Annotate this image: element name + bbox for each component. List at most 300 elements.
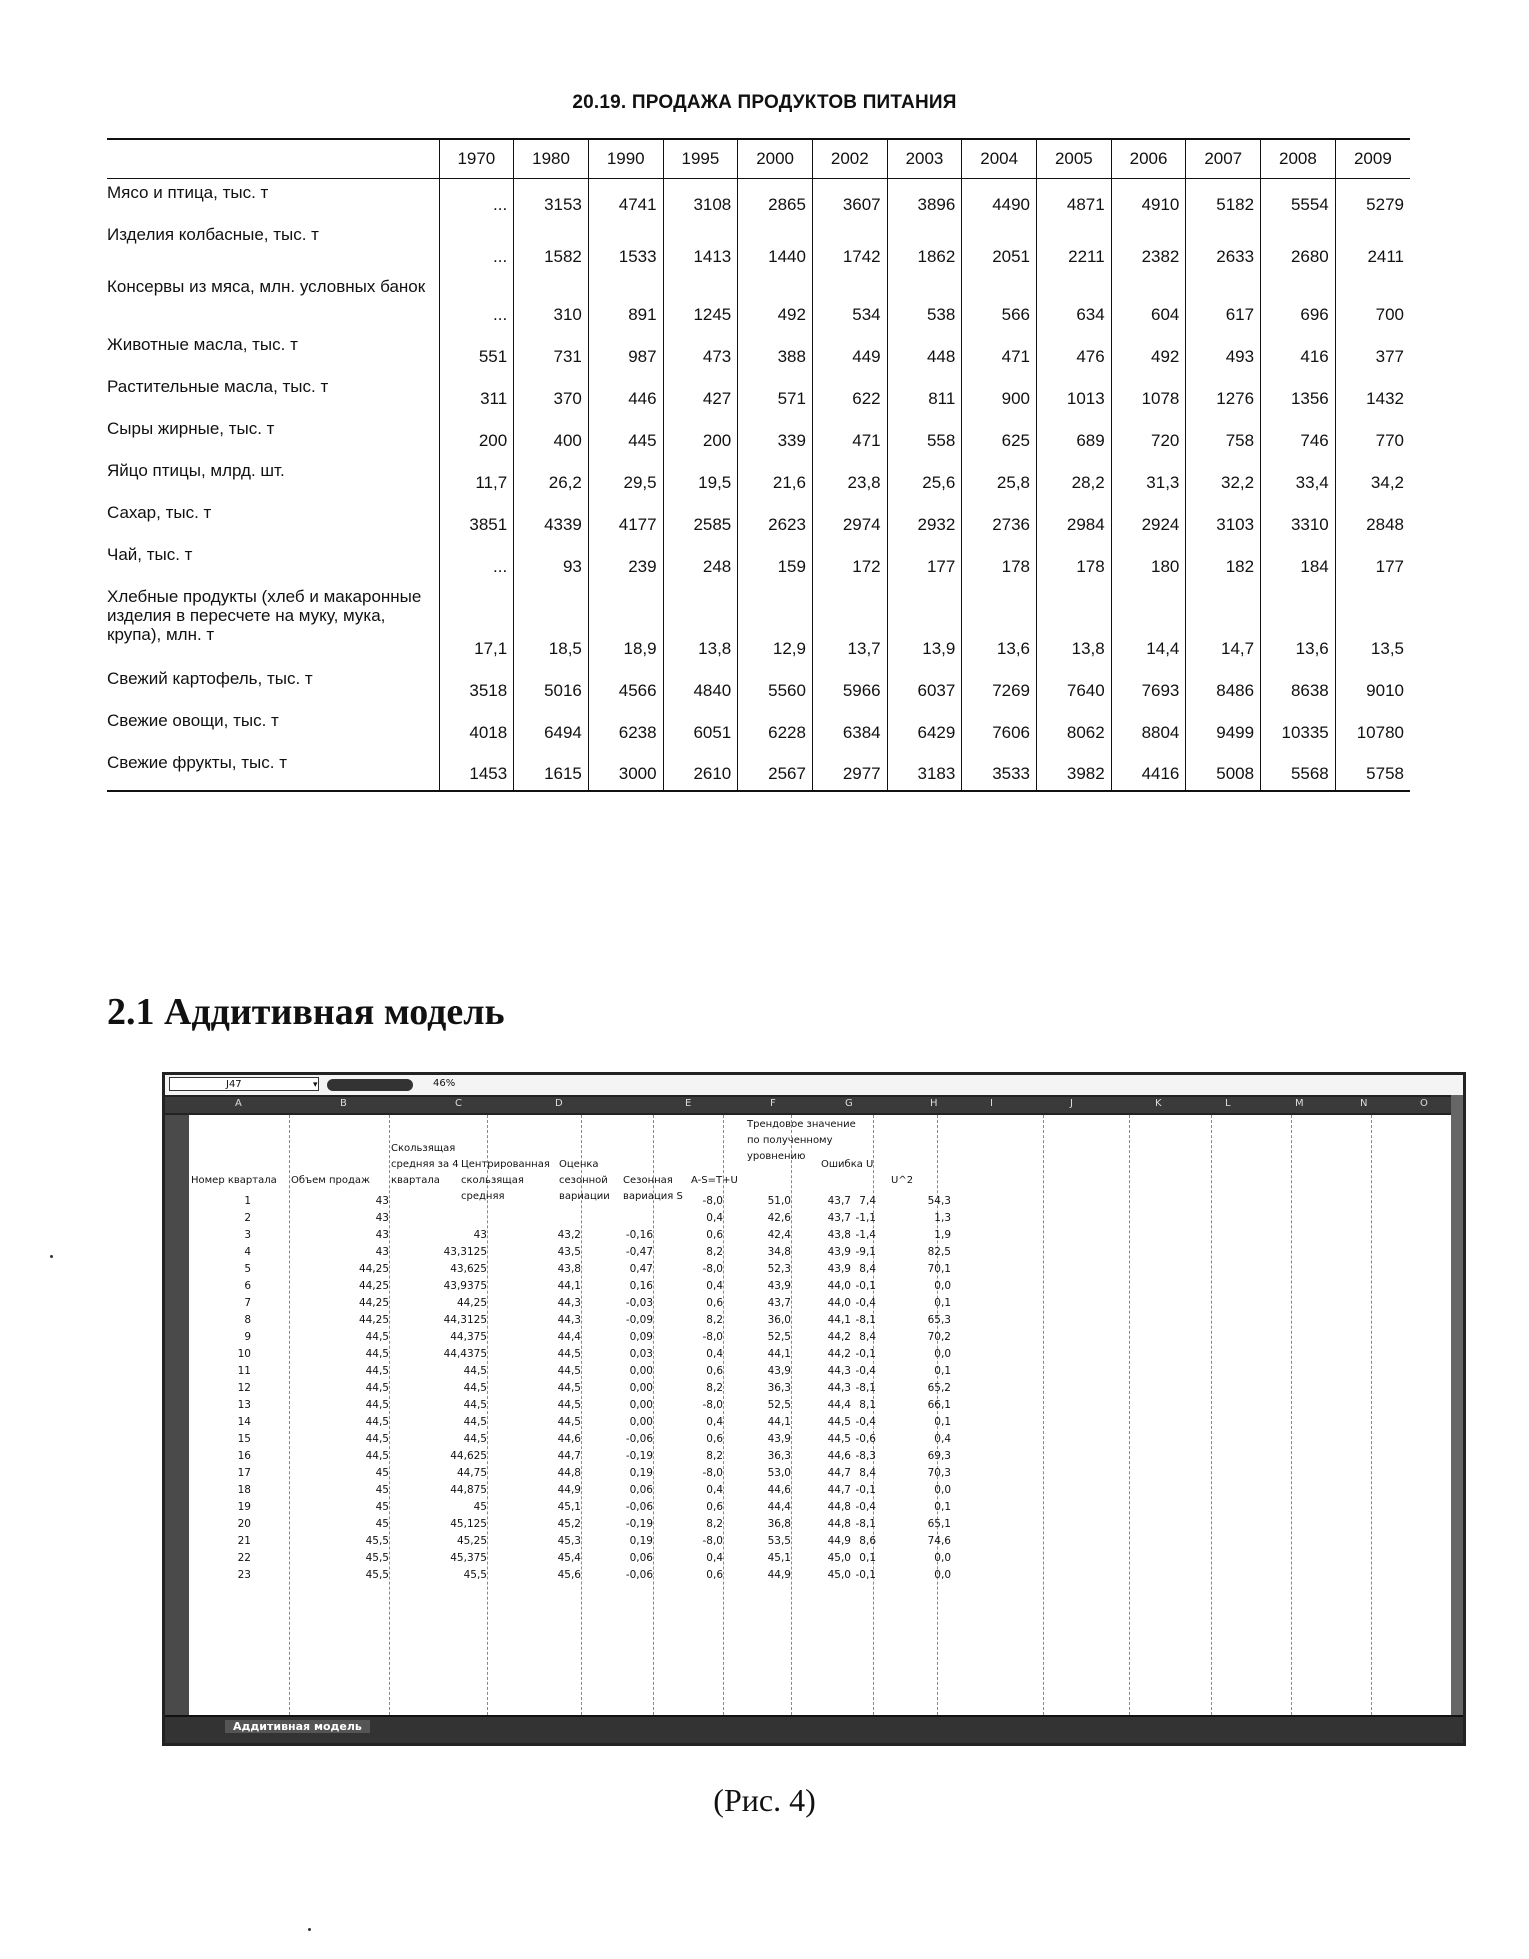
sheet-cell[interactable]: 44,5	[557, 1399, 581, 1411]
sheet-cell[interactable]: 0,1	[934, 1297, 951, 1309]
sheet-cell[interactable]: 44,0	[827, 1280, 851, 1292]
sheet-cell[interactable]: 43,9	[767, 1365, 791, 1377]
sheet-cell[interactable]: 44,5	[827, 1433, 851, 1445]
sheet-cell[interactable]: 45,25	[456, 1535, 487, 1547]
sheet-cell[interactable]: 21	[237, 1535, 251, 1547]
sheet-cell[interactable]: 0,4	[706, 1484, 723, 1496]
sheet-cell[interactable]: 44,3	[827, 1365, 851, 1377]
sheet-cell[interactable]: 0,6	[706, 1229, 723, 1241]
sheet-cell[interactable]: 8,2	[706, 1246, 723, 1258]
sheet-cell[interactable]: 36,3	[767, 1382, 791, 1394]
sheet-cell[interactable]: 0,4	[934, 1433, 951, 1445]
table-cell: 13,6	[962, 583, 1037, 665]
sheet-cell[interactable]: 8	[244, 1314, 251, 1326]
sheet-cell[interactable]: 43	[375, 1246, 389, 1258]
sheet-cell[interactable]: 44,5	[365, 1365, 389, 1377]
table-cell: 445	[588, 415, 663, 457]
sheet-cell[interactable]: 44,75	[456, 1467, 487, 1479]
sheet-cell[interactable]: 44,3	[557, 1314, 581, 1326]
sheet-cell[interactable]: -0,06	[625, 1569, 653, 1581]
sheet-cell[interactable]: 43,8	[557, 1263, 581, 1275]
sheet-cell[interactable]: 1,9	[934, 1229, 951, 1241]
table-cell: 11,7	[439, 457, 514, 499]
column-letter[interactable]: G	[845, 1098, 853, 1109]
sheet-cell[interactable]: 45,5	[365, 1535, 389, 1547]
sheet-cell[interactable]: 44,875	[450, 1484, 487, 1496]
sheet-cell[interactable]: 44,9	[767, 1569, 791, 1581]
sheet-cell[interactable]: 8,2	[706, 1314, 723, 1326]
sheet-cell[interactable]: 1,3	[934, 1212, 951, 1224]
sheet-cell[interactable]: 0,0	[934, 1348, 951, 1360]
sheet-cell[interactable]: -8,1	[855, 1518, 876, 1530]
sheet-cell[interactable]: 4	[244, 1246, 251, 1258]
sheet-cell[interactable]: 42,6	[767, 1212, 791, 1224]
table-cell: 1440	[738, 221, 813, 273]
column-letter[interactable]: K	[1155, 1098, 1162, 1109]
sheet-cell[interactable]: 45,3	[557, 1535, 581, 1547]
sheet-cell[interactable]: 45,4	[557, 1552, 581, 1564]
table-cell: 2610	[663, 749, 738, 791]
table-row	[107, 373, 1410, 415]
sheet-cell[interactable]: -8,1	[855, 1314, 876, 1326]
row-label: Свежий картофель, тыс. т	[107, 668, 313, 688]
sheet-cell[interactable]: -8,1	[855, 1382, 876, 1394]
sheet-cell[interactable]: 44,8	[827, 1518, 851, 1530]
sheet-cell[interactable]: 45,5	[365, 1552, 389, 1564]
sheet-cell[interactable]: 44,9	[557, 1484, 581, 1496]
sheet-cell[interactable]: 36,3	[767, 1450, 791, 1462]
sheet-cell[interactable]: 7	[244, 1297, 251, 1309]
sheet-cell[interactable]: 44,4	[767, 1501, 791, 1513]
table-cell: 634	[1037, 273, 1112, 331]
sheet-cell[interactable]: 45	[375, 1518, 389, 1530]
sheet-cell[interactable]: 44,1	[557, 1280, 581, 1292]
sheet-cell[interactable]: 44,2	[827, 1331, 851, 1343]
sheet-cell[interactable]: 18	[237, 1484, 251, 1496]
table-cell: 416	[1261, 331, 1336, 373]
sheet-cell[interactable]: 43	[375, 1195, 389, 1207]
header-sales: Объем продаж	[291, 1175, 371, 1186]
sheet-cell[interactable]: 45,5	[365, 1569, 389, 1581]
grid-line	[1043, 1115, 1044, 1715]
sheet-cell[interactable]: 1	[244, 1195, 251, 1207]
sheet-cell[interactable]: 0,0	[934, 1484, 951, 1496]
sheet-cell[interactable]: 8,1	[859, 1399, 876, 1411]
sheet-cell[interactable]: 44,7	[557, 1450, 581, 1462]
sheet-cell[interactable]: 52,5	[767, 1331, 791, 1343]
figure-caption: (Рис. 4)	[713, 1782, 816, 1818]
column-letter[interactable]: H	[930, 1098, 938, 1109]
sheet-grid[interactable]	[191, 1115, 1431, 1715]
sheet-cell[interactable]: 12	[237, 1382, 251, 1394]
table-cell: 6051	[663, 707, 738, 749]
sheet-cell[interactable]: 82,5	[927, 1246, 951, 1258]
year-header: 2008	[1261, 139, 1336, 179]
sheet-cell[interactable]: 13	[237, 1399, 251, 1411]
sheet-cell[interactable]: 14	[237, 1416, 251, 1428]
sheet-cell[interactable]: 44,25	[358, 1280, 389, 1292]
table-cell: 3310	[1261, 499, 1336, 541]
sheet-cell[interactable]: -0,4	[855, 1501, 876, 1513]
sheet-cell[interactable]: 45,5	[463, 1569, 487, 1581]
sheet-cell[interactable]: 43,7	[827, 1195, 851, 1207]
column-letter[interactable]: O	[1420, 1098, 1428, 1109]
sheet-cell[interactable]: 45,1	[557, 1501, 581, 1513]
sheet-cell[interactable]: 0,0	[934, 1552, 951, 1564]
sheet-cell[interactable]: 0,09	[629, 1331, 653, 1343]
sheet-cell[interactable]: 0,6	[706, 1365, 723, 1377]
sheet-cell[interactable]: -0,4	[855, 1297, 876, 1309]
sheet-cell[interactable]: 70,2	[927, 1331, 951, 1343]
sheet-cell[interactable]: 43,5	[557, 1246, 581, 1258]
sheet-cell[interactable]: -1,4	[855, 1229, 876, 1241]
sheet-cell[interactable]: 45,125	[450, 1518, 487, 1530]
sheet-cell[interactable]: 44,5	[365, 1416, 389, 1428]
sheet-cell[interactable]: 44,8	[557, 1467, 581, 1479]
table-cell: 4566	[588, 665, 663, 707]
sheet-cell[interactable]: 0,1	[859, 1552, 876, 1564]
sheet-cell[interactable]: 0,0	[934, 1569, 951, 1581]
sheet-cell[interactable]: 45,1	[767, 1552, 791, 1564]
sheet-cell[interactable]: 44,5	[365, 1348, 389, 1360]
sheet-cell[interactable]: 44,9	[827, 1535, 851, 1547]
sheet-cell[interactable]: 44,5	[365, 1450, 389, 1462]
sheet-cell[interactable]: -0,19	[625, 1450, 653, 1462]
sheet-tab[interactable]: Аддитивная модель	[225, 1720, 370, 1733]
year-header: 2004	[962, 139, 1037, 179]
table-cell: 476	[1037, 331, 1112, 373]
table-row	[107, 749, 1410, 791]
sheet-cell[interactable]: 65,1	[927, 1518, 951, 1530]
sheet-cell[interactable]: 43,2	[557, 1229, 581, 1241]
sheet-cell[interactable]: 45	[375, 1467, 389, 1479]
sheet-cell[interactable]: -8,3	[855, 1450, 876, 1462]
sheet-cell[interactable]: 0,00	[629, 1416, 653, 1428]
sheet-cell[interactable]: 8,6	[859, 1535, 876, 1547]
sheet-cell[interactable]: 44,4	[557, 1331, 581, 1343]
sheet-cell[interactable]: -8,0	[702, 1263, 723, 1275]
sheet-cell[interactable]: 69,3	[927, 1450, 951, 1462]
sheet-cell[interactable]: 43,9	[827, 1246, 851, 1258]
sheet-cell[interactable]: -0,4	[855, 1416, 876, 1428]
column-letter[interactable]: N	[1360, 1098, 1368, 1109]
table-cell: 23,8	[812, 457, 887, 499]
sheet-cell[interactable]: -8,0	[702, 1467, 723, 1479]
sheet-cell[interactable]: 44,5	[365, 1331, 389, 1343]
sheet-cell[interactable]: 0,06	[629, 1484, 653, 1496]
sheet-cell[interactable]: 44,5	[463, 1365, 487, 1377]
sheet-cell[interactable]: 0,19	[629, 1535, 653, 1547]
sheet-cell[interactable]: 44,5	[365, 1433, 389, 1445]
year-header: 2003	[887, 139, 962, 179]
sheet-cell[interactable]: 43,9	[767, 1280, 791, 1292]
sheet-cell[interactable]: -0,09	[625, 1314, 653, 1326]
column-letter[interactable]: I	[990, 1098, 993, 1109]
year-header: 1990	[588, 139, 663, 179]
sheet-cell[interactable]: 8,4	[859, 1467, 876, 1479]
sheet-cell[interactable]: 23	[237, 1569, 251, 1581]
sheet-cell[interactable]: 19	[237, 1501, 251, 1513]
table-cell: ...	[439, 221, 514, 273]
column-letter[interactable]: L	[1225, 1098, 1231, 1109]
sheet-cell[interactable]: 44,5	[463, 1399, 487, 1411]
sheet-cell[interactable]: 0,06	[629, 1552, 653, 1564]
table-cell: 19,5	[663, 457, 738, 499]
sheet-cell[interactable]: 44,5	[463, 1382, 487, 1394]
table-cell: 3533	[962, 749, 1037, 791]
sheet-cell[interactable]: 74,6	[927, 1535, 951, 1547]
sheet-cell[interactable]: 44,8	[827, 1501, 851, 1513]
sheet-cell[interactable]: -0,06	[625, 1433, 653, 1445]
sheet-cell[interactable]: 16	[237, 1450, 251, 1462]
sheet-cell[interactable]: 53,0	[767, 1467, 791, 1479]
sheet-cell[interactable]: 44,5	[365, 1399, 389, 1411]
sheet-cell[interactable]: -0,16	[625, 1229, 653, 1241]
table-cell: 900	[962, 373, 1037, 415]
row-label: Сахар, тыс. т	[107, 502, 212, 522]
sheet-cell[interactable]: -0,1	[855, 1484, 876, 1496]
sheet-cell[interactable]: -0,1	[855, 1569, 876, 1581]
sheet-cell[interactable]: -0,1	[855, 1348, 876, 1360]
sheet-cell[interactable]: 44,625	[450, 1450, 487, 1462]
sheet-cell[interactable]: 44,6	[557, 1433, 581, 1445]
table-cell: 184	[1261, 541, 1336, 583]
sheet-cell[interactable]: 44,7	[827, 1467, 851, 1479]
sheet-cell[interactable]: -8,0	[702, 1195, 723, 1207]
sheet-cell[interactable]: 43,9375	[443, 1280, 487, 1292]
sheet-cell[interactable]: 43,3125	[443, 1246, 487, 1258]
vertical-scrollbar[interactable]	[1451, 1095, 1463, 1717]
sheet-cell[interactable]: 44,5	[557, 1348, 581, 1360]
sheet-cell[interactable]: 0,1	[934, 1365, 951, 1377]
sheet-cell[interactable]: 54,3	[927, 1195, 951, 1207]
sheet-cell[interactable]: 42,4	[767, 1229, 791, 1241]
chevron-down-icon[interactable]: ▾	[313, 1080, 318, 1090]
sheet-cell[interactable]: 44,3125	[443, 1314, 487, 1326]
sheet-cell[interactable]: 44,4	[827, 1399, 851, 1411]
sheet-cell[interactable]: 43,625	[450, 1263, 487, 1275]
sheet-cell[interactable]: 45,0	[827, 1552, 851, 1564]
table-cell: 200	[439, 415, 514, 457]
sheet-cell[interactable]: 17	[237, 1467, 251, 1479]
sheet-cell[interactable]: 20	[237, 1518, 251, 1530]
grid-line	[1291, 1115, 1292, 1715]
sheet-cell[interactable]: -0,4	[855, 1365, 876, 1377]
sheet-cell[interactable]: 44,6	[827, 1450, 851, 1462]
table-row	[107, 179, 1410, 221]
sheet-cell[interactable]: 44,5	[463, 1416, 487, 1428]
sheet-cell[interactable]: 44,5	[463, 1433, 487, 1445]
sheet-cell[interactable]: 44,4375	[443, 1348, 487, 1360]
sheet-cell[interactable]: 36,0	[767, 1314, 791, 1326]
sheet-cell[interactable]: 52,3	[767, 1263, 791, 1275]
row-label: Консервы из мяса, млн. условных банок	[107, 276, 426, 296]
sheet-cell[interactable]: 44,5	[557, 1365, 581, 1377]
table-cell: 2848	[1335, 499, 1410, 541]
table-row	[107, 499, 1410, 541]
sheet-cell[interactable]: 43,9	[767, 1433, 791, 1445]
sheet-cell[interactable]: 44,1	[767, 1416, 791, 1428]
year-header: 2000	[738, 139, 813, 179]
sheet-cell[interactable]: 0,4	[706, 1348, 723, 1360]
sheet-cell[interactable]: -8,0	[702, 1399, 723, 1411]
sheet-cell[interactable]: 45,375	[450, 1552, 487, 1564]
sheet-cell[interactable]: 8,2	[706, 1450, 723, 1462]
sheet-cell[interactable]: 43	[375, 1229, 389, 1241]
sheet-cell[interactable]: 45,0	[827, 1569, 851, 1581]
sheet-cell[interactable]: 11	[237, 1365, 251, 1377]
table-cell: 25,6	[887, 457, 962, 499]
sheet-cell[interactable]: 0,6	[706, 1569, 723, 1581]
sheet-cell[interactable]: 44,0	[827, 1297, 851, 1309]
sheet-cell[interactable]: 0,03	[629, 1348, 653, 1360]
sheet-cell[interactable]: -0,47	[625, 1246, 653, 1258]
sheet-cell[interactable]: 0,19	[629, 1467, 653, 1479]
sheet-cell[interactable]: 2	[244, 1212, 251, 1224]
column-letter[interactable]: F	[770, 1098, 776, 1109]
sheet-cell[interactable]: 43,7	[767, 1297, 791, 1309]
sheet-cell[interactable]: 66,1	[927, 1399, 951, 1411]
sheet-cell[interactable]: 52,5	[767, 1399, 791, 1411]
sheet-cell[interactable]: 0,4	[706, 1416, 723, 1428]
sheet-cell[interactable]: 70,3	[927, 1467, 951, 1479]
sheet-cell[interactable]: 0,00	[629, 1399, 653, 1411]
sheet-cell[interactable]: -0,6	[855, 1433, 876, 1445]
formula-value[interactable]: 46%	[433, 1078, 456, 1089]
table-cell: 13,8	[663, 583, 738, 665]
year-header: 1980	[514, 139, 589, 179]
sheet-cell[interactable]: 8,2	[706, 1518, 723, 1530]
sheet-cell[interactable]: -0,03	[625, 1297, 653, 1309]
sheet-cell[interactable]: 70,1	[927, 1263, 951, 1275]
sheet-cell[interactable]: 43,8	[827, 1229, 851, 1241]
sheet-cell[interactable]: 44,25	[456, 1297, 487, 1309]
sheet-cell[interactable]: 3	[244, 1229, 251, 1241]
sheet-cell[interactable]: 43,9	[827, 1263, 851, 1275]
sheet-cell[interactable]: -9,1	[855, 1246, 876, 1258]
sheet-cell[interactable]: 44,5	[827, 1416, 851, 1428]
sheet-cell[interactable]: 0,1	[934, 1501, 951, 1513]
name-box[interactable]: J47	[169, 1077, 319, 1091]
sheet-cell[interactable]: 44,1	[827, 1314, 851, 1326]
table-cell: 29,5	[588, 457, 663, 499]
sheet-cell[interactable]: 34,8	[767, 1246, 791, 1258]
table-cell: 10780	[1335, 707, 1410, 749]
sheet-cell[interactable]: 9	[244, 1331, 251, 1343]
sheet-cell[interactable]: 0,16	[629, 1280, 653, 1292]
sheet-cell[interactable]: 43	[375, 1212, 389, 1224]
sheet-cell[interactable]: 44,375	[450, 1331, 487, 1343]
column-letter[interactable]: J	[1070, 1098, 1073, 1109]
sheet-cell[interactable]: 44,3	[827, 1382, 851, 1394]
sheet-cell[interactable]: 8,4	[859, 1331, 876, 1343]
table-cell: 13,7	[812, 583, 887, 665]
sheet-cell[interactable]: 51,0	[767, 1195, 791, 1207]
table-cell: 473	[663, 331, 738, 373]
sheet-cell[interactable]: -8,0	[702, 1535, 723, 1547]
sheet-cell[interactable]: 44,1	[767, 1348, 791, 1360]
sheet-cell[interactable]: -0,19	[625, 1518, 653, 1530]
sheet-cell[interactable]: -8,0	[702, 1331, 723, 1343]
sheet-cell[interactable]: 44,5	[557, 1382, 581, 1394]
table-cell: 8804	[1111, 707, 1186, 749]
sheet-cell[interactable]: 44,6	[767, 1484, 791, 1496]
sheet-cell[interactable]: 44,25	[358, 1314, 389, 1326]
sheet-cell[interactable]: 65,3	[927, 1314, 951, 1326]
table-cell: 4339	[514, 499, 589, 541]
sheet-cell[interactable]: 45,2	[557, 1518, 581, 1530]
table-cell: 446	[588, 373, 663, 415]
column-letter[interactable]: C	[455, 1098, 462, 1109]
sheet-cell[interactable]: 0,1	[934, 1416, 951, 1428]
sheet-cell[interactable]: 5	[244, 1263, 251, 1275]
column-letter[interactable]: B	[340, 1098, 347, 1109]
column-letter[interactable]: D	[555, 1098, 563, 1109]
table-cell: 2051	[962, 221, 1037, 273]
table-cell: 3108	[663, 179, 738, 221]
table-cell: 2211	[1037, 221, 1112, 273]
sheet-cell[interactable]: -0,06	[625, 1501, 653, 1513]
sheet-cell[interactable]: 65,2	[927, 1382, 951, 1394]
sheet-cell[interactable]: 44,7	[827, 1484, 851, 1496]
sheet-cell[interactable]: 44,3	[557, 1297, 581, 1309]
sheet-cell[interactable]: -1,1	[855, 1212, 876, 1224]
grid-line	[723, 1115, 724, 1715]
sheet-cell[interactable]: 45	[375, 1501, 389, 1513]
sheet-cell[interactable]: 45	[375, 1484, 389, 1496]
sheet-cell[interactable]: 0,4	[706, 1552, 723, 1564]
sheet-cell[interactable]: 6	[244, 1280, 251, 1292]
sheet-cell[interactable]: 0,4	[706, 1280, 723, 1292]
table-cell: 2623	[738, 499, 813, 541]
table-cell: 2977	[812, 749, 887, 791]
formula-buttons[interactable]	[327, 1079, 413, 1091]
column-letter[interactable]: M	[1295, 1098, 1304, 1109]
sheet-cell[interactable]: 0,00	[629, 1382, 653, 1394]
sheet-cell[interactable]: 36,8	[767, 1518, 791, 1530]
sheet-cell[interactable]: 0,0	[934, 1280, 951, 1292]
sheet-cell[interactable]: -0,1	[855, 1280, 876, 1292]
table-cell: 2411	[1335, 221, 1410, 273]
sheet-cell[interactable]: 44,5	[557, 1416, 581, 1428]
sheet-cell[interactable]: 43,7	[827, 1212, 851, 1224]
sheet-cell[interactable]: 7,4	[859, 1195, 876, 1207]
column-letter[interactable]: A	[235, 1098, 242, 1109]
scan-speck	[308, 1928, 311, 1931]
sheet-cell[interactable]: 0,6	[706, 1501, 723, 1513]
sheet-cell[interactable]: 44,25	[358, 1297, 389, 1309]
sheet-cell[interactable]: 8,2	[706, 1382, 723, 1394]
sheet-cell[interactable]: 15	[237, 1433, 251, 1445]
sheet-cell[interactable]: 0,6	[706, 1297, 723, 1309]
sheet-cell[interactable]: 0,6	[706, 1433, 723, 1445]
sheet-cell[interactable]: 44,5	[365, 1382, 389, 1394]
sheet-cell[interactable]: 43	[473, 1229, 487, 1241]
sheet-cell[interactable]: 22	[237, 1552, 251, 1564]
sheet-cell[interactable]: 44,2	[827, 1348, 851, 1360]
table-cell: 182	[1186, 541, 1261, 583]
sheet-cell[interactable]: 44,25	[358, 1263, 389, 1275]
sheet-cell[interactable]: 8,4	[859, 1263, 876, 1275]
sheet-cell[interactable]: 10	[237, 1348, 251, 1360]
sheet-cell[interactable]: 0,00	[629, 1365, 653, 1377]
column-letter[interactable]: E	[685, 1098, 692, 1109]
sheet-cell[interactable]: 0,4	[706, 1212, 723, 1224]
sheet-cell[interactable]: 45	[473, 1501, 487, 1513]
sheet-cell[interactable]: 53,5	[767, 1535, 791, 1547]
sheet-cell[interactable]: 0,47	[629, 1263, 653, 1275]
sheet-cell[interactable]: 45,6	[557, 1569, 581, 1581]
